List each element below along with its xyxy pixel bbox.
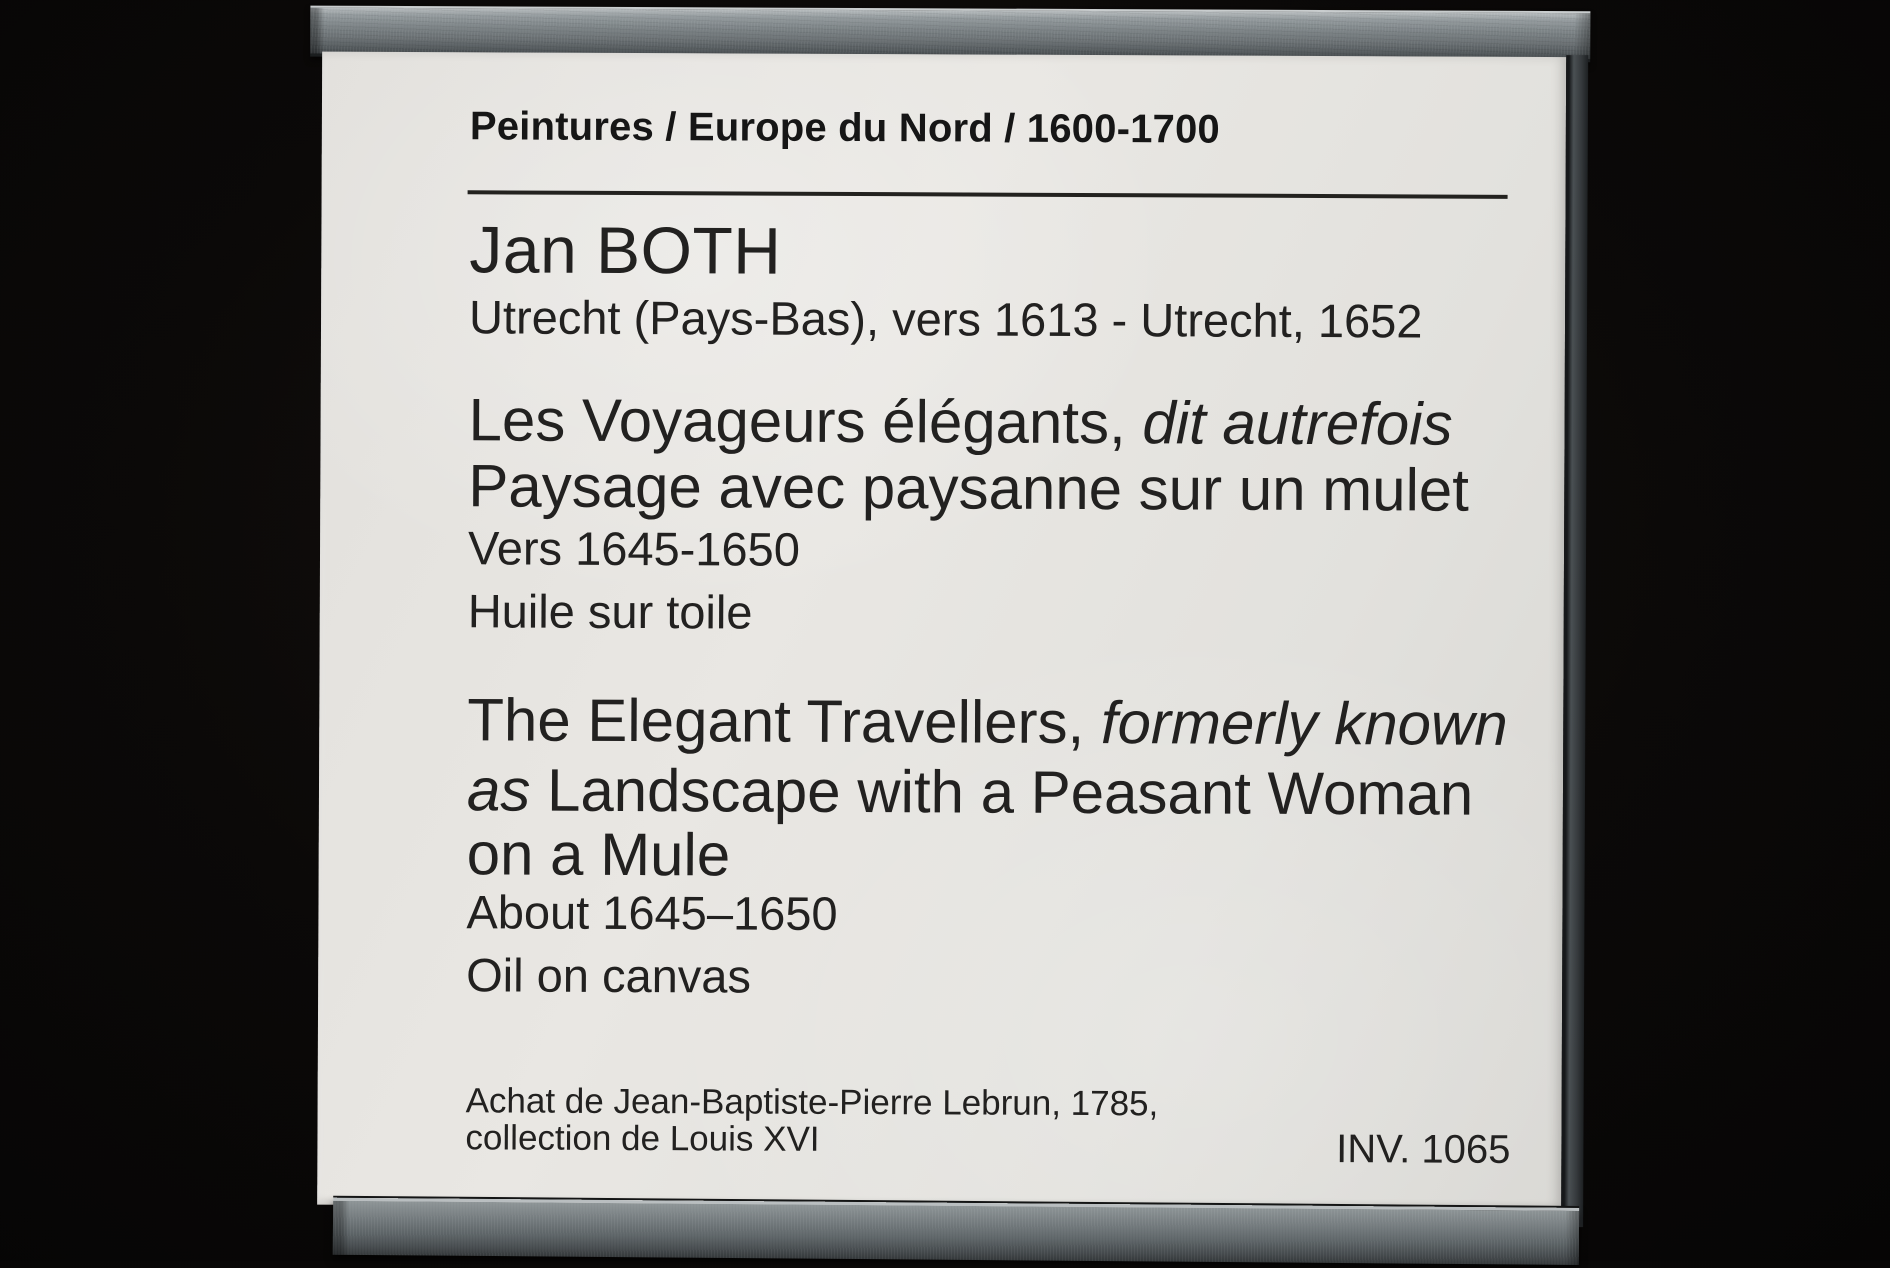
department-category-line: Peintures / Europe du Nord / 1600-1700 [469,104,1221,152]
bottom-mounting-rail [333,1198,1579,1265]
date-french: Vers 1645-1650 [467,521,801,576]
artist-name: Jan BOTH [469,212,782,288]
date-english: About 1645–1650 [466,885,838,940]
header-divider-rule [468,190,1508,199]
title-french-line1 [468,388,1452,456]
title-english-line3: on a Mule [466,820,731,889]
title-english-line1-roman: The Elegant Travellers, [467,686,1102,757]
artist-life-dates: Utrecht (Pays-Bas), vers 1613 - Utrecht, 1652 [468,290,1423,348]
title-english-line2-italic: as [466,756,531,824]
inventory-number: INV. 1065 [1336,1127,1511,1172]
title-english-line2-roman: Landscape with a Peasant Woman [530,756,1474,828]
right-rail-channel [1561,55,1588,1227]
title-english-line1 [467,688,1508,756]
title-french-line1-italic: dit autrefois [1142,389,1453,458]
medium-english: Oil on canvas [466,948,752,1003]
title-french-line2: Paysage avec paysanne sur un mulet [468,452,1470,524]
title-english-line1-italic: formerly known [1100,689,1508,758]
title-french-line1-roman: Les Voyageurs élégants, [468,386,1143,457]
provenance-line1: Achat de Jean-Baptiste-Pierre Lebrun, 1785, [465,1081,1159,1124]
provenance-line2: collection de Louis XVI [465,1118,820,1159]
label-card [317,52,1566,1210]
title-english-line2 [467,758,1473,826]
medium-french: Huile sur toile [467,584,753,639]
